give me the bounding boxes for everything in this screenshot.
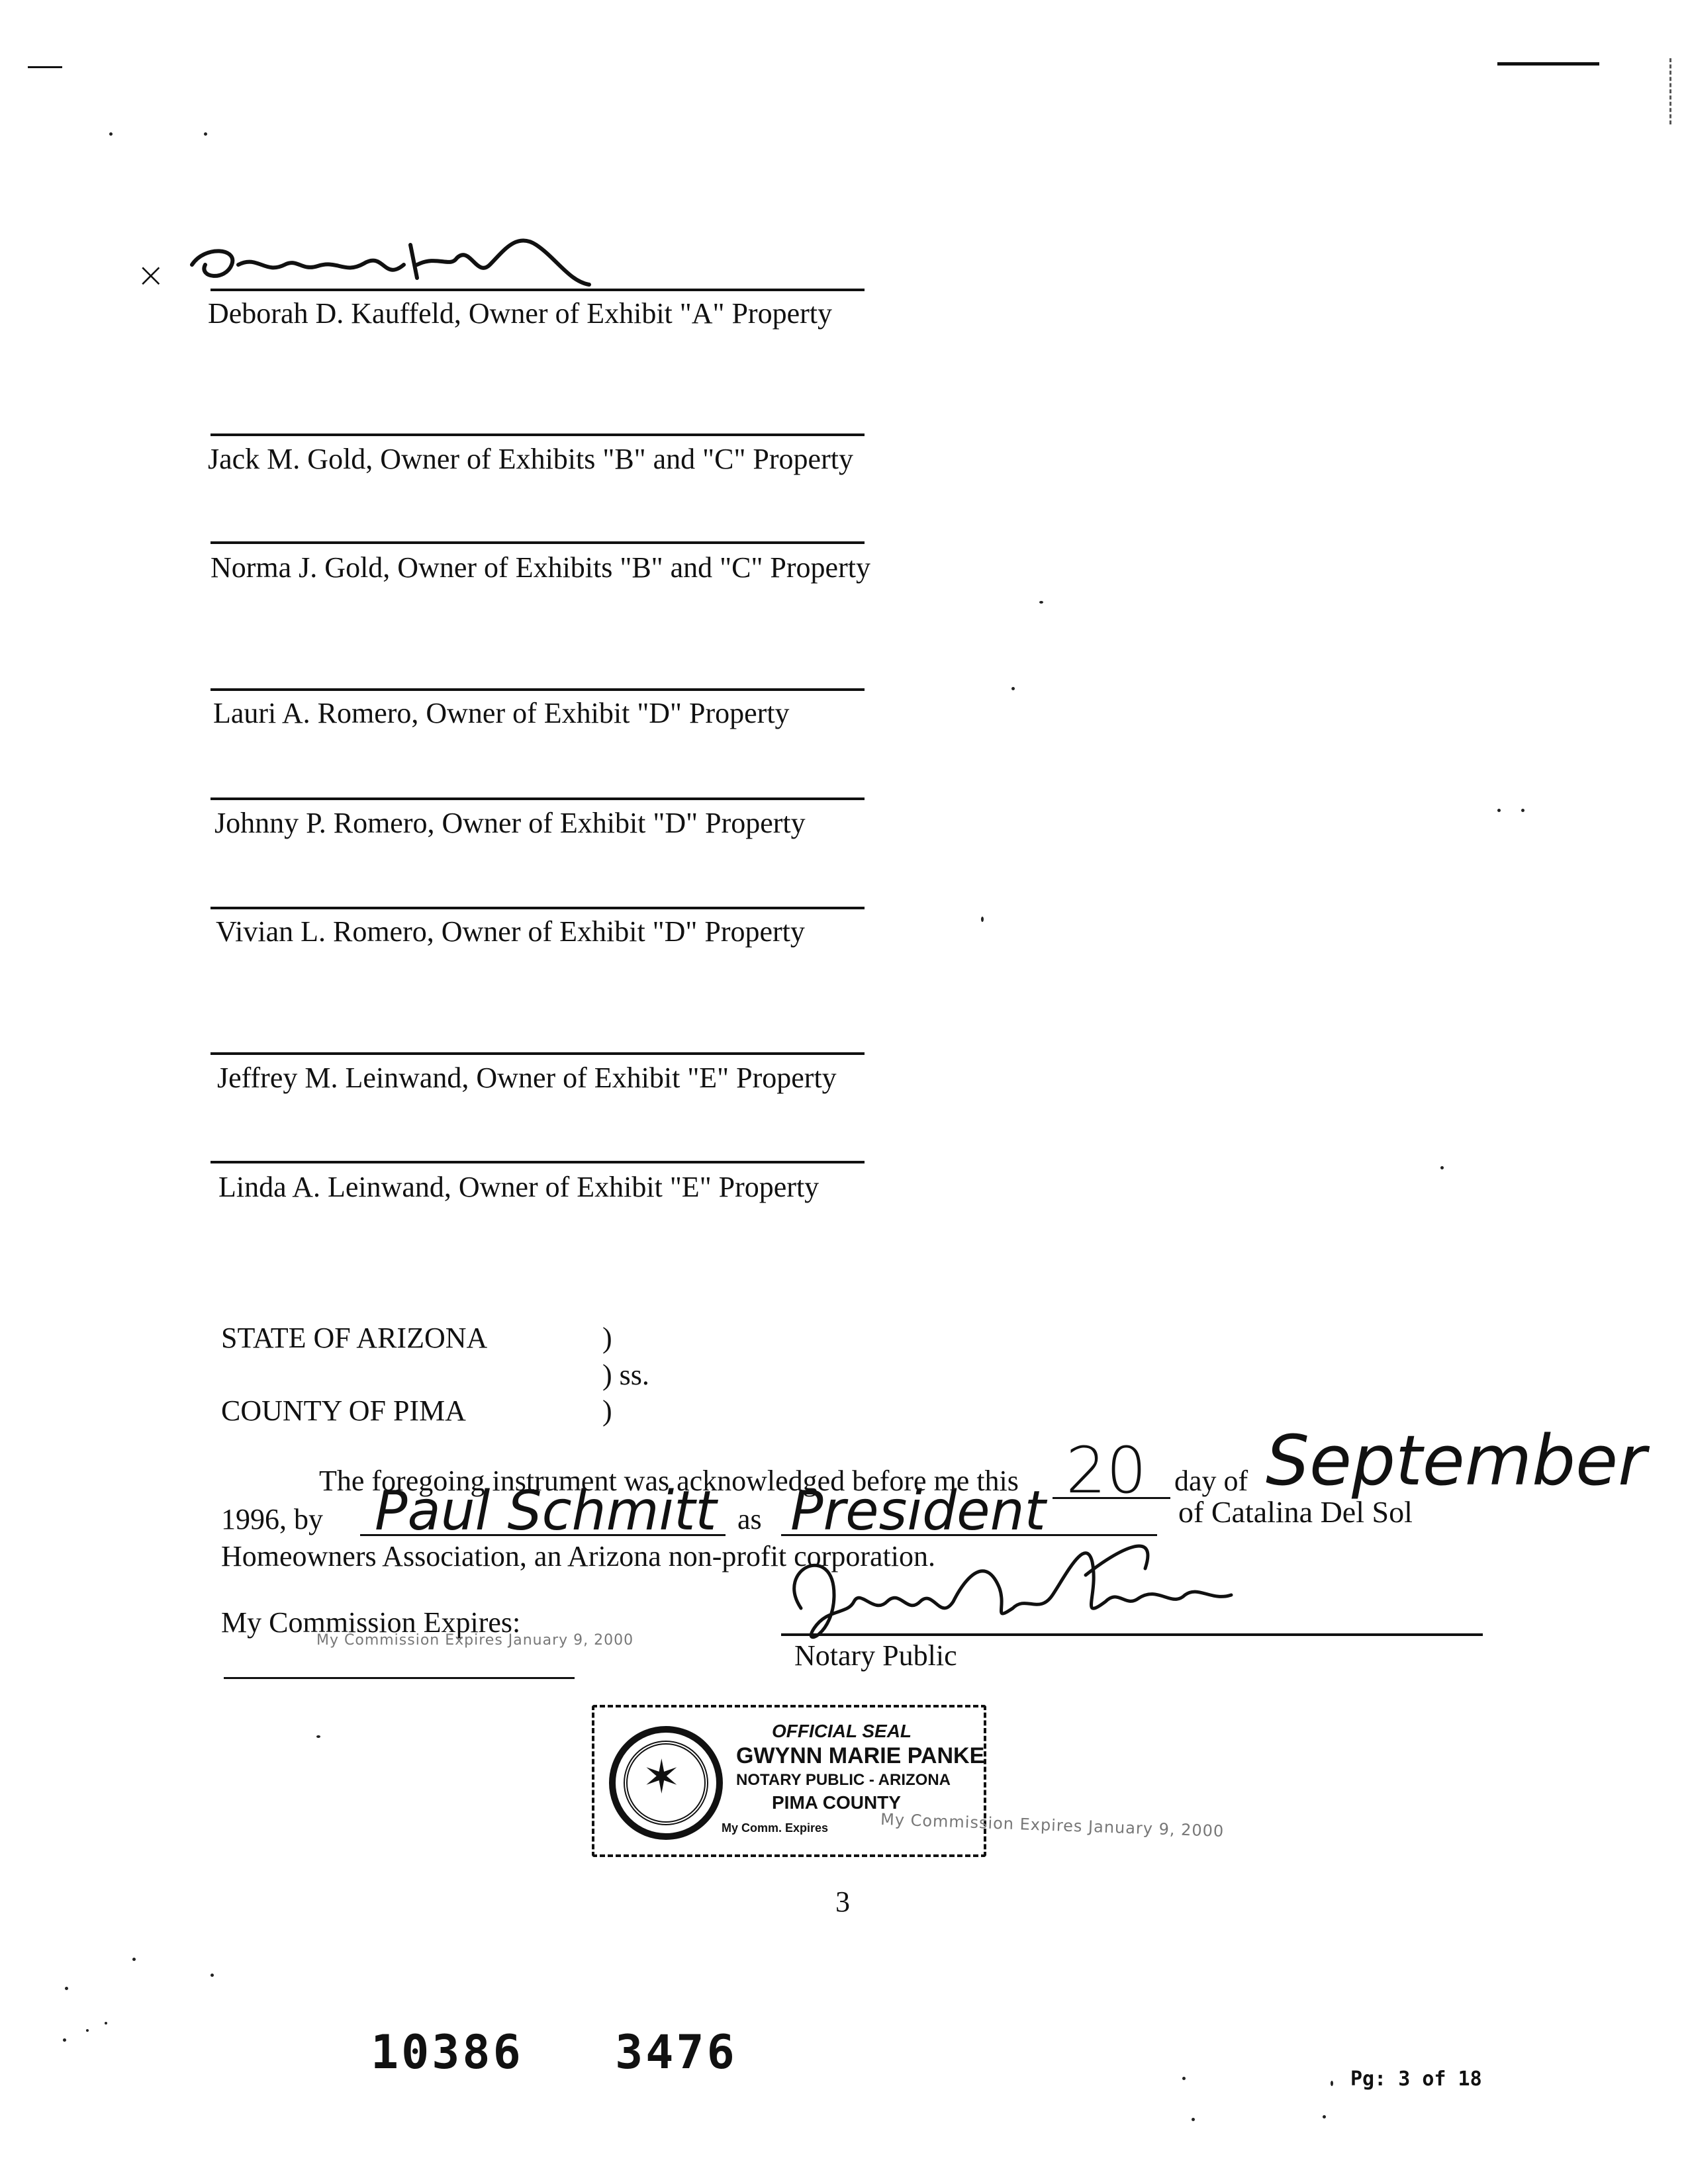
venue-paren-ss: ) ss.	[602, 1359, 649, 1391]
seal-line-name: GWYNN MARIE PANKE	[736, 1743, 985, 1768]
scan-speck	[1192, 2118, 1195, 2121]
top-right-edge-mark	[1497, 62, 1599, 66]
signature-line-1	[211, 289, 865, 291]
state-seal-inner-ring	[624, 1741, 708, 1825]
page-number: 3	[835, 1886, 850, 1918]
scan-speck	[109, 132, 113, 136]
signature-line-5	[211, 797, 865, 800]
scan-speck	[105, 2022, 107, 2025]
ack-day-handwritten: 20	[1066, 1433, 1147, 1508]
venue-county: COUNTY OF PIMA	[221, 1394, 466, 1427]
ack-day-of: day of	[1174, 1465, 1248, 1497]
scan-speck	[204, 132, 207, 136]
venue-paren-bottom: )	[602, 1394, 612, 1427]
scan-speck	[86, 2029, 89, 2032]
signature-line-4	[211, 688, 865, 691]
signatory-caption-6: Vivian L. Romero, Owner of Exhibit "D" Property	[216, 915, 805, 948]
signatory-caption-5: Johnny P. Romero, Owner of Exhibit "D" Property	[214, 807, 806, 839]
commission-faint-stamp: My Commission Expires January 9, 2000	[316, 1632, 634, 1649]
state-seal-emblem	[609, 1726, 723, 1840]
signature-line-2	[211, 433, 865, 436]
signatory-caption-1: Deborah D. Kauffeld, Owner of Exhibit "A" Property	[208, 297, 832, 330]
signatory-caption-4: Lauri A. Romero, Owner of Exhibit "D" Property	[213, 697, 790, 729]
scan-speck	[132, 1958, 136, 1961]
state-seal-star-icon: ✶	[642, 1750, 681, 1804]
seal-line-notary: NOTARY PUBLIC - ARIZONA	[736, 1771, 951, 1789]
scan-speck	[1182, 2077, 1186, 2080]
signatory-caption-7: Jeffrey M. Leinwand, Owner of Exhibit "E" Property	[217, 1062, 837, 1094]
docket-number: 10386 3476	[371, 2025, 737, 2079]
scan-speck	[1497, 809, 1501, 812]
scan-speck	[1331, 2081, 1333, 2086]
ack-line2: Homeowners Association, an Arizona non-profit corporation.	[221, 1540, 935, 1572]
scan-speck	[1011, 687, 1015, 690]
scan-speck	[316, 1735, 320, 1738]
notary-public-label: Notary Public	[794, 1639, 957, 1672]
scan-speck	[1039, 601, 1043, 604]
ack-month-handwritten: September	[1266, 1420, 1646, 1501]
notary-signature-line	[781, 1633, 1483, 1636]
scan-speck	[63, 2038, 66, 2042]
ack-of-org: of Catalina Del Sol	[1178, 1495, 1413, 1529]
seal-faint-overprint: My Commission Expires January 9, 2000	[880, 1809, 1225, 1841]
seal-line-county: PIMA COUNTY	[772, 1792, 901, 1813]
signature-line-7	[211, 1052, 865, 1055]
ack-title-handwritten: President	[790, 1480, 1046, 1543]
scan-speck	[65, 1987, 68, 1990]
scan-speck	[981, 917, 984, 922]
ack-by-handwritten: Paul Schmitt	[375, 1480, 717, 1543]
right-edge-dashes	[1669, 58, 1674, 124]
signature-mark-x: ×	[136, 255, 165, 295]
ack-day-underline	[1053, 1497, 1170, 1499]
signature-line-6	[211, 907, 865, 909]
venue-paren-top: )	[602, 1322, 612, 1354]
venue-state: STATE OF ARIZONA	[221, 1322, 488, 1354]
commission-label: My Commission Expires:	[221, 1606, 521, 1639]
signature-line-3	[211, 541, 865, 544]
seal-line-official: OFFICIAL SEAL	[772, 1721, 912, 1741]
ack-year-by: 1996, by	[221, 1503, 323, 1535]
ack-intro: The foregoing instrument was acknowledged before me this	[319, 1465, 1019, 1497]
notary-seal-stamp	[592, 1705, 986, 1857]
scan-speck	[1440, 1166, 1444, 1169]
commission-line	[224, 1677, 575, 1679]
signatory-caption-3: Norma J. Gold, Owner of Exhibits "B" and "C" Property	[211, 551, 870, 584]
scan-speck	[211, 1974, 214, 1977]
signature-line-8	[211, 1161, 865, 1163]
signature-scrawl	[185, 218, 609, 298]
footer-page-count: Pg: 3 of 18	[1350, 2068, 1482, 2091]
scan-speck	[1521, 809, 1524, 812]
seal-line-expires: My Comm. Expires	[722, 1821, 829, 1835]
signatory-caption-2: Jack M. Gold, Owner of Exhibits "B" and "C" Property	[208, 443, 853, 475]
handwritten-signature-kauffeld	[185, 218, 609, 298]
top-left-edge-mark	[28, 66, 62, 68]
scan-speck	[1323, 2115, 1326, 2118]
ack-by-underline	[360, 1534, 726, 1536]
ack-as: as	[737, 1503, 762, 1535]
signatory-caption-8: Linda A. Leinwand, Owner of Exhibit "E" Property	[218, 1171, 820, 1203]
